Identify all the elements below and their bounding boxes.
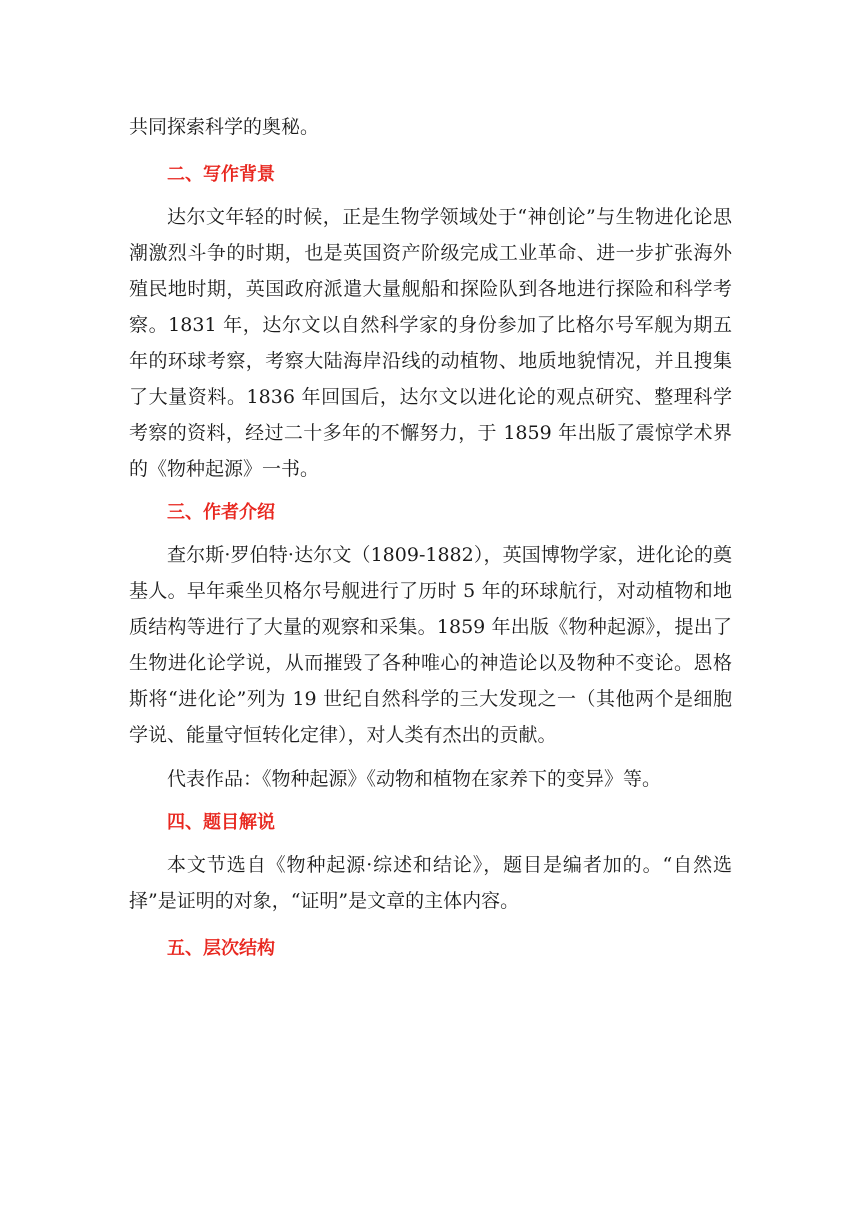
title-explanation-paragraph: 本文节选自《物种起源·综述和结论》，题目是编者加的。“自然选择”是证明的对象，“证明”是文章的主体内容。 bbox=[129, 854, 732, 912]
section-heading-author: 三、作者介绍 bbox=[167, 502, 275, 523]
background-paragraph: 达尔文年轻的时候，正是生物学领域处于“神创论”与生物进化论思潮激烈斗争的时期，也是英国资产阶级完成工业革命、进一步扩张海外殖民地时期，英国政府派遣大量舰船和探险队到各地进行探险和科学考察。1831 年，达尔文以自然科学家的身份参加了比格尔号军舰为期五年的环球考察，考察大陆海岸沿线的动植物、地质地貌情况，并且搜集了大量资料。1836 年回国后，达尔文以进化论的观点研究、整理科学考察的资料，经过二十多年的不懈努力，于 1859 年出版了震惊学术界的《物种起源》一书。 bbox=[129, 206, 732, 480]
section-heading-structure: 五、层次结构 bbox=[167, 938, 275, 959]
author-paragraph: 查尔斯·罗伯特·达尔文（1809-1882），英国博物学家，进化论的奠基人。早年乘坐贝格尔号舰进行了历时 5 年的环球航行，对动植物和地质结构等进行了大量的观察和采集。1859 年出版《物种起源》，提出了生物进化论学说，从而摧毁了各种唯心的神造论以及物种不变论。恩格斯将“进化论”列为 19 世纪自然科学的三大发现之一（其他两个是细胞学说、能量守恒转化定律），对人类有杰出的贡献。 bbox=[129, 544, 732, 746]
representative-works: 代表作品：《物种起源》《动物和植物在家养下的变异》等。 bbox=[167, 768, 662, 790]
lead-paragraph: 共同探索科学的奥秘。 bbox=[129, 116, 320, 138]
section-heading-background: 二、写作背景 bbox=[167, 164, 275, 185]
section-heading-title-explanation: 四、题目解说 bbox=[167, 812, 275, 833]
document-page bbox=[129, 109, 732, 973]
